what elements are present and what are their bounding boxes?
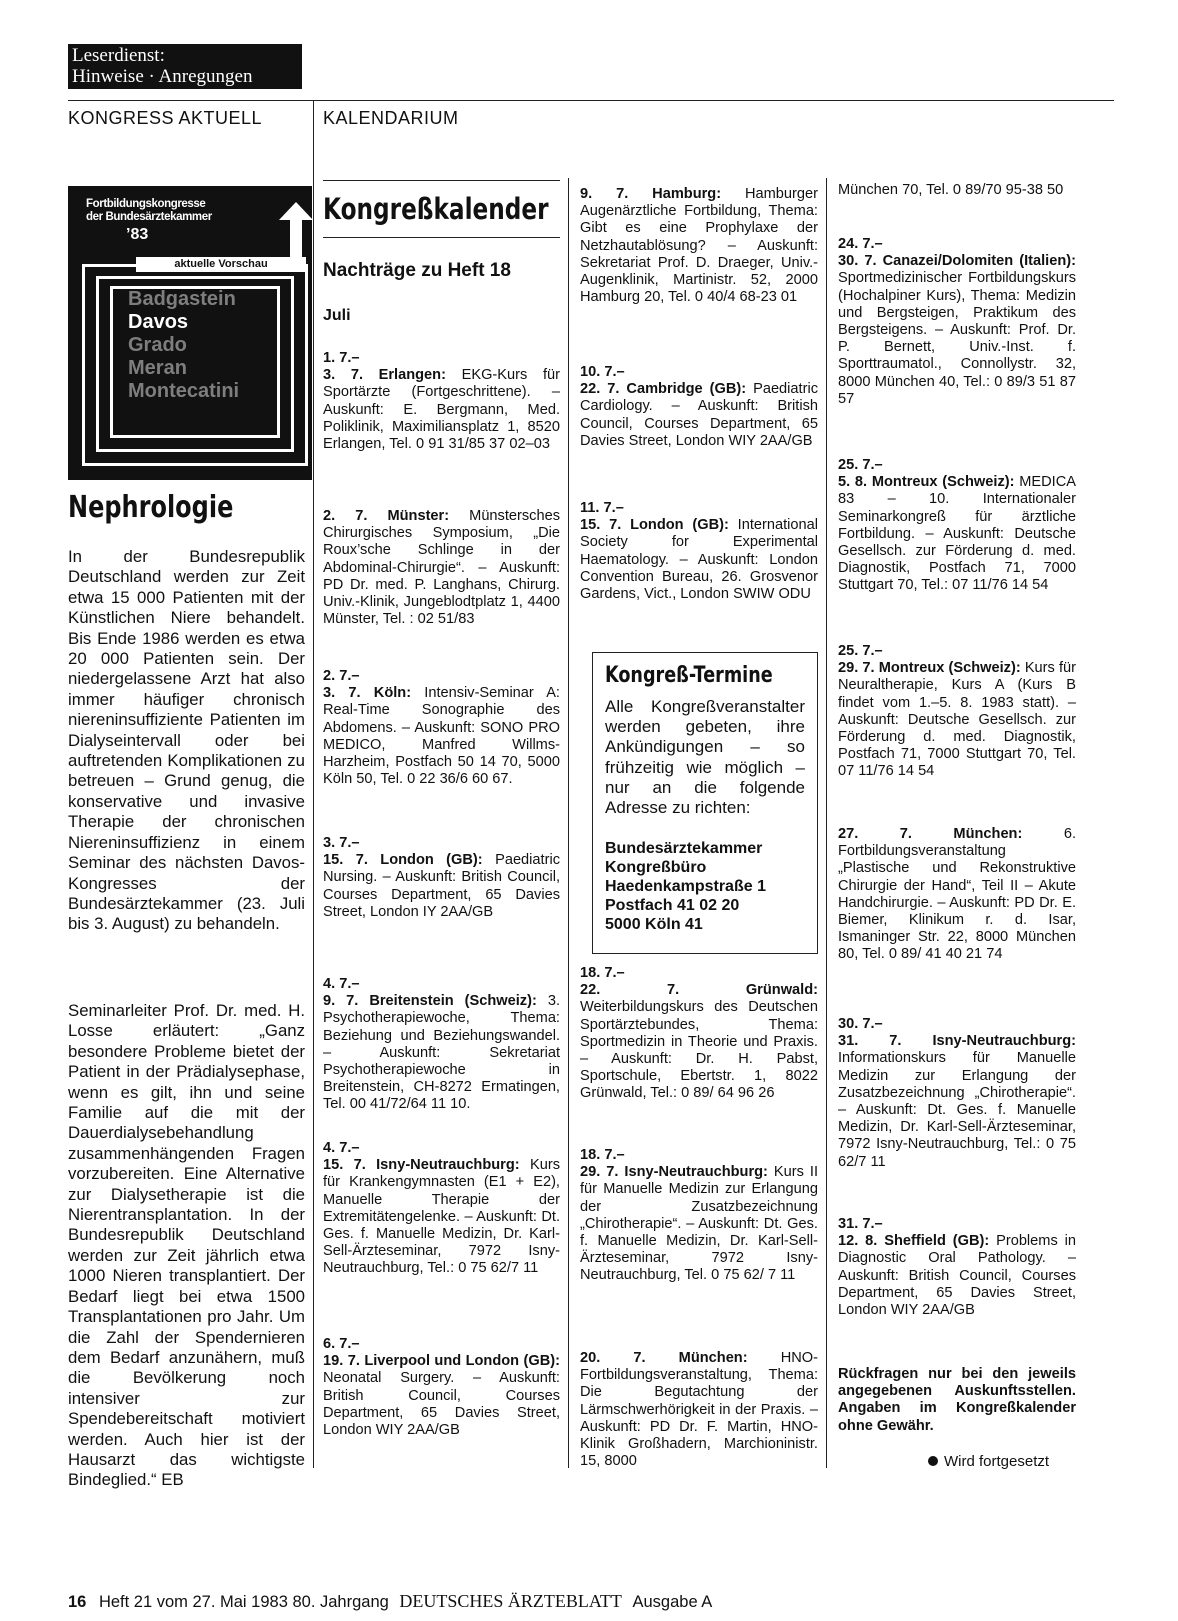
page-footer — [68, 1591, 712, 1612]
calendar-entry: 9. 7. Hamburg: Hamburger Augenärztliche Fortbildung, Thema: Gibt es eine Prophylaxe der Netzhautablösung? – Auskunft: Sekretariat Prof. D. Draeger, Univ.-Augenklinik, Martinistr. 52, 2000 Hamburg 20, Tel. 0 40/4 68-23 01 — [580, 186, 818, 306]
terms-title: Kongreß-Termine — [605, 663, 773, 688]
calendar-entry: 24. 7.– 30. 7. Canazei/Dolomiten (Italien): Sportmedizinischer Fortbildungskurs (Hochalpiner Kurs), Thema: Medizin und Bergsteigen, Praktikum des Bergsteigens. – Auskunft: Prof. Dr. P. Bernett, Univ.-Inst. f. Sporttraumatol., Connollystr. 32, 8000 München 40, Tel.: 0 89/3 51 87 57 — [838, 236, 1076, 407]
calendar-entry: 1. 7.– 3. 7. Erlangen: EKG-Kurs für Sportärzte (Fortgeschrittene). – Auskunft: E. Bergmann, Med. Poliklinik, Maximiliansplatz 1, 8520 Erlangen, Tel. 0 91 31/85 37 02–03 — [323, 350, 560, 453]
continued-label: Wird fortgesetzt — [944, 1453, 1050, 1470]
section-label-left: KONGRESS AKTUELL — [68, 108, 263, 128]
ad-city: Meran — [128, 357, 187, 379]
calendar-entry: 6. 7.– 19. 7. Liverpool und London (GB): Neonatal Surgery. – Auskunft: British Council, Courses Department, 65 Davies Street, London WIY 2AA/GB — [323, 1336, 560, 1439]
ad-city-highlight: Davos — [128, 311, 189, 333]
ad-headline: Fortbildungskongresse der Bundesärztekammer — [86, 198, 212, 223]
kalender-subtitle: Nachträge zu Heft 18 — [323, 260, 511, 281]
calendar-entry: 3. 7.– 15. 7. London (GB): Paediatric Nursing. – Auskunft: British Council, Courses Department, 65 Davies Street, London IY 2AA/GB — [323, 835, 560, 920]
rubric-line-1: Leserdienst: — [72, 45, 165, 66]
calendar-entry: 27. 7. München: 6. Fortbildungsveranstaltung „Plastische und Rekonstruktive Chirurgie der Hand“, Teil II – Akute Handchirurgie. – Auskunft: PD Dr. E. Biemer, Klinikum r. d. Isar, Ismaninger Str. 22, 8000 München 80, Tel. 0 89/ 41 40 21 74 — [838, 826, 1076, 963]
calendar-entry: 4. 7.– 9. 7. Breitenstein (Schweiz): 3. Psychotherapiewoche, Thema: Beziehung und Beziehungswandel. – Auskunft: Sekretariat Psychotherapiewoche in Breitenstein, CH-8272 Ermatingen, Tel. 00 41/72/64 11 10. — [323, 976, 560, 1113]
calendar-entry: 18. 7.– 29. 7. Isny-Neutrauchburg: Kurs II für Manuelle Medizin zur Erlangung der Zusatzbezeichnung „Chirotherapie“. – Auskunft: Dt. Ges. f. Manuelle Medizin, Dr. Karl-Sell-Ärzteseminar, 7972 Isny-Neutrauchburg, Tel. 0 75 62/ 7 11 — [580, 1147, 818, 1284]
rubric-box — [68, 44, 302, 89]
article-title: Nephrologie — [68, 490, 234, 525]
kalender-top-rule — [323, 180, 560, 181]
calendar-entry: München 70, Tel. 0 89/70 95-38 50 — [838, 182, 1064, 198]
ad-city: Grado — [128, 334, 187, 356]
congress-dates-box — [592, 652, 818, 954]
calendar-entry: 4. 7.– 15. 7. Isny-Neutrauchburg: Kurs für Krankengymnasten (E1 + E2), Manuelle Therapie der Extremitätengelenke. – Auskunft: Dt. Ges. f. Manuelle Medizin, Dr. Karl-Sell-Ärzteseminar, 7972 Isny-Neutrauchburg, Tel.: 0 75 62/7 11 — [323, 1140, 560, 1277]
disclaimer-note: Rückfragen nur bei den jeweils angegebenen Auskunftsstellen. Angaben im Kongreßkalender ohne Gewähr. — [838, 1366, 1076, 1434]
issue-info: Heft 21 vom 27. Mai 1983 80. Jahrgang — [98, 1593, 389, 1611]
kalender-title-rule — [323, 237, 560, 238]
calendar-entry: 2. 7.– 3. 7. Köln: Intensiv-Seminar A: Real-Time Sonographie des Abdomens. – Auskunft: SONO PRO MEDICO, Manfred Willms-Harzheim, Postfach 50 14 70, 5000 Köln 50, Tel. 0 22 36/6 60 67. — [323, 668, 560, 788]
section-label-right: KALENDARIUM — [323, 108, 459, 128]
continued-marker — [928, 1453, 1049, 1470]
column-divider-1 — [313, 100, 314, 1468]
calendar-entry: 25. 7.– 29. 7. Montreux (Schweiz): Kurs für Neuraltherapie, Kurs A (Kurs B findet vom 1.–5. 8. 1983 statt). – Auskunft: Deutsche Gesellsch. zur Förderung d. med. Diagnostik, Postfach 71, 7000 Stuttgart 70, Tel. 07 11/76 14 54 — [838, 643, 1076, 780]
header-rule — [68, 100, 1114, 101]
column-divider-2 — [568, 178, 569, 1468]
journal-name: DEUTSCHES ÄRZTEBLATT — [399, 1591, 622, 1611]
bullet-icon — [928, 1456, 938, 1466]
page-number: 16 — [68, 1593, 87, 1611]
calendar-entry: 31. 7.– 12. 8. Sheffield (GB): Problems in Diagnostic Oral Pathology. – Auskunft: British Council, Courses Department, 65 Davies Street, London WIY 2AA/GB — [838, 1216, 1076, 1319]
ad-city: Montecatini — [128, 380, 240, 402]
calendar-entry: 18. 7.– 22. 7. Grünwald: Weiterbildungskurs des Deutschen Sportärztebundes, Thema: Sportmedizin in Theorie und Praxis. – Auskunft: Dr. H. Pabst, Sportschule, Ebertstr. 1, 8022 Grünwald, Tel.: 0 89/ 64 96 26 — [580, 965, 818, 1102]
edition: Ausgabe A — [632, 1593, 713, 1611]
calendar-entry: 2. 7. Münster: Münstersches Chirurgisches Symposium, „Die Roux’sche Schlinge in der Abdominal-Chirurgie“. – Auskunft: PD Dr. med. P. Langhans, Chirurg. Univ.-Klinik, Jungeblodtplatz 1, 4400 Münster, Tel. : 02 51/83 — [323, 508, 560, 628]
ad-tag: aktuelle Vorschau — [136, 257, 306, 272]
ad-year: ’83 — [126, 226, 149, 243]
kalender-month: Juli — [323, 307, 351, 324]
calendar-entry: 10. 7.– 22. 7. Cambridge (GB): Paediatric Cardiology. – Auskunft: British Council, Courses Department, 65 Davies Street, London WIY 2AA/GB — [580, 364, 818, 449]
rubric-line-2: Hinweise · Anregungen — [72, 66, 253, 87]
article-paragraph-1: In der Bundesrepublik Deutschland werden zur Zeit etwa 15 000 Patienten mit der Künstlichen Niere behandelt. Bis Ende 1986 werden es etwa 20 000 Patienten sein. Der niedergelassene Arzt hat also immer häufiger chronisch niereninsuffiziente Patienten im Dialyseintervall oder bei auftretenden Komplikationen zu betreuen – Grund genug, die konservative und invasive Therapie der chronischen Niereninsuffizienz in einem Seminar des nächsten Davos-Kongresses der Bundesärztekammer (23. Juli bis 3. August) zu behandeln. — [68, 547, 305, 934]
arrow-up-icon — [279, 202, 313, 220]
ad-city: Badgastein — [128, 288, 236, 310]
calendar-entry: 11. 7.– 15. 7. London (GB): International Society for Experimental Haematology. – Auskunft: London Convention Bureau, 26. Grosvenor Gardens, Vict., London SWIW ODU — [580, 500, 818, 603]
calendar-entry: 25. 7.– 5. 8. Montreux (Schweiz): MEDICA 83 – 10. Internationaler Seminarkongreß für ärztliche Fortbildung. – Auskunft: Deutsche Gesellsch. zur Förderung d. med. Diagnostik, Postfach 71, 7000 Stuttgart 70, Tel.: 07 11/76 14 54 — [838, 457, 1076, 594]
arrow-stem — [290, 219, 302, 257]
calendar-entry: 20. 7. München: HNO-Fortbildungsveranstaltung, Thema: Die Begutachtung der Lärmschwerhörigkeit in der Praxis. – Auskunft: PD Dr. F. Martin, HNO-Klinik Großhadern, Marchioninistr. 15, 8000 — [580, 1350, 818, 1470]
article-paragraph-2: Seminarleiter Prof. Dr. med. H. Losse erläutert: „Ganz besondere Probleme bietet der Patient in der Prädialysephase, wenn es gilt, ihn und seine Familie auf die mit der Dauerdialysebehandlung zusammenhängenden Fragen vorzubereiten. Eine Alternative zur Dialysetherapie ist die Nierentransplantation. In der Bundesrepublik Deutschland werden zur Zeit jährlich etwa 1000 Nieren transplantiert. Der Bedarf liegt bei etwa 1500 Transplantationen pro Jahr. Um die Zahl der Spendernieren dem Bedarf anzunähern, muß die Bevölkerung noch intensiver zur Spendebereitschaft motiviert werden. Auch hier ist der Hausarzt das wichtigste Bindeglied.“ EB — [68, 1001, 305, 1490]
kalender-title: Kongreßkalender — [323, 192, 549, 226]
column-divider-3 — [826, 178, 827, 1468]
congress-ad — [68, 186, 312, 480]
terms-body: Alle Kongreßveranstalter werden gebeten, ihre Ankündigungen – so frühzeitig wie möglich – nur an die folgende Adresse zu richten: — [605, 697, 805, 818]
calendar-entry: 30. 7.– 31. 7. Isny-Neutrauchburg: Informationskurs für Manuelle Medizin zur Erlangung der Zusatzbezeichnung „Chirotherapie“. – Auskunft: Dt. Ges. f. Manuelle Medizin, Dr. Karl-Sell-Ärzteseminar, 7972 Isny-Neutrauchburg, Tel.: 0 75 62/7 11 — [838, 1016, 1076, 1170]
terms-address: Bundesärztekammer Kongreßbüro Haedenkampstraße 1 Postfach 41 02 20 5000 Köln 41 — [605, 840, 766, 933]
